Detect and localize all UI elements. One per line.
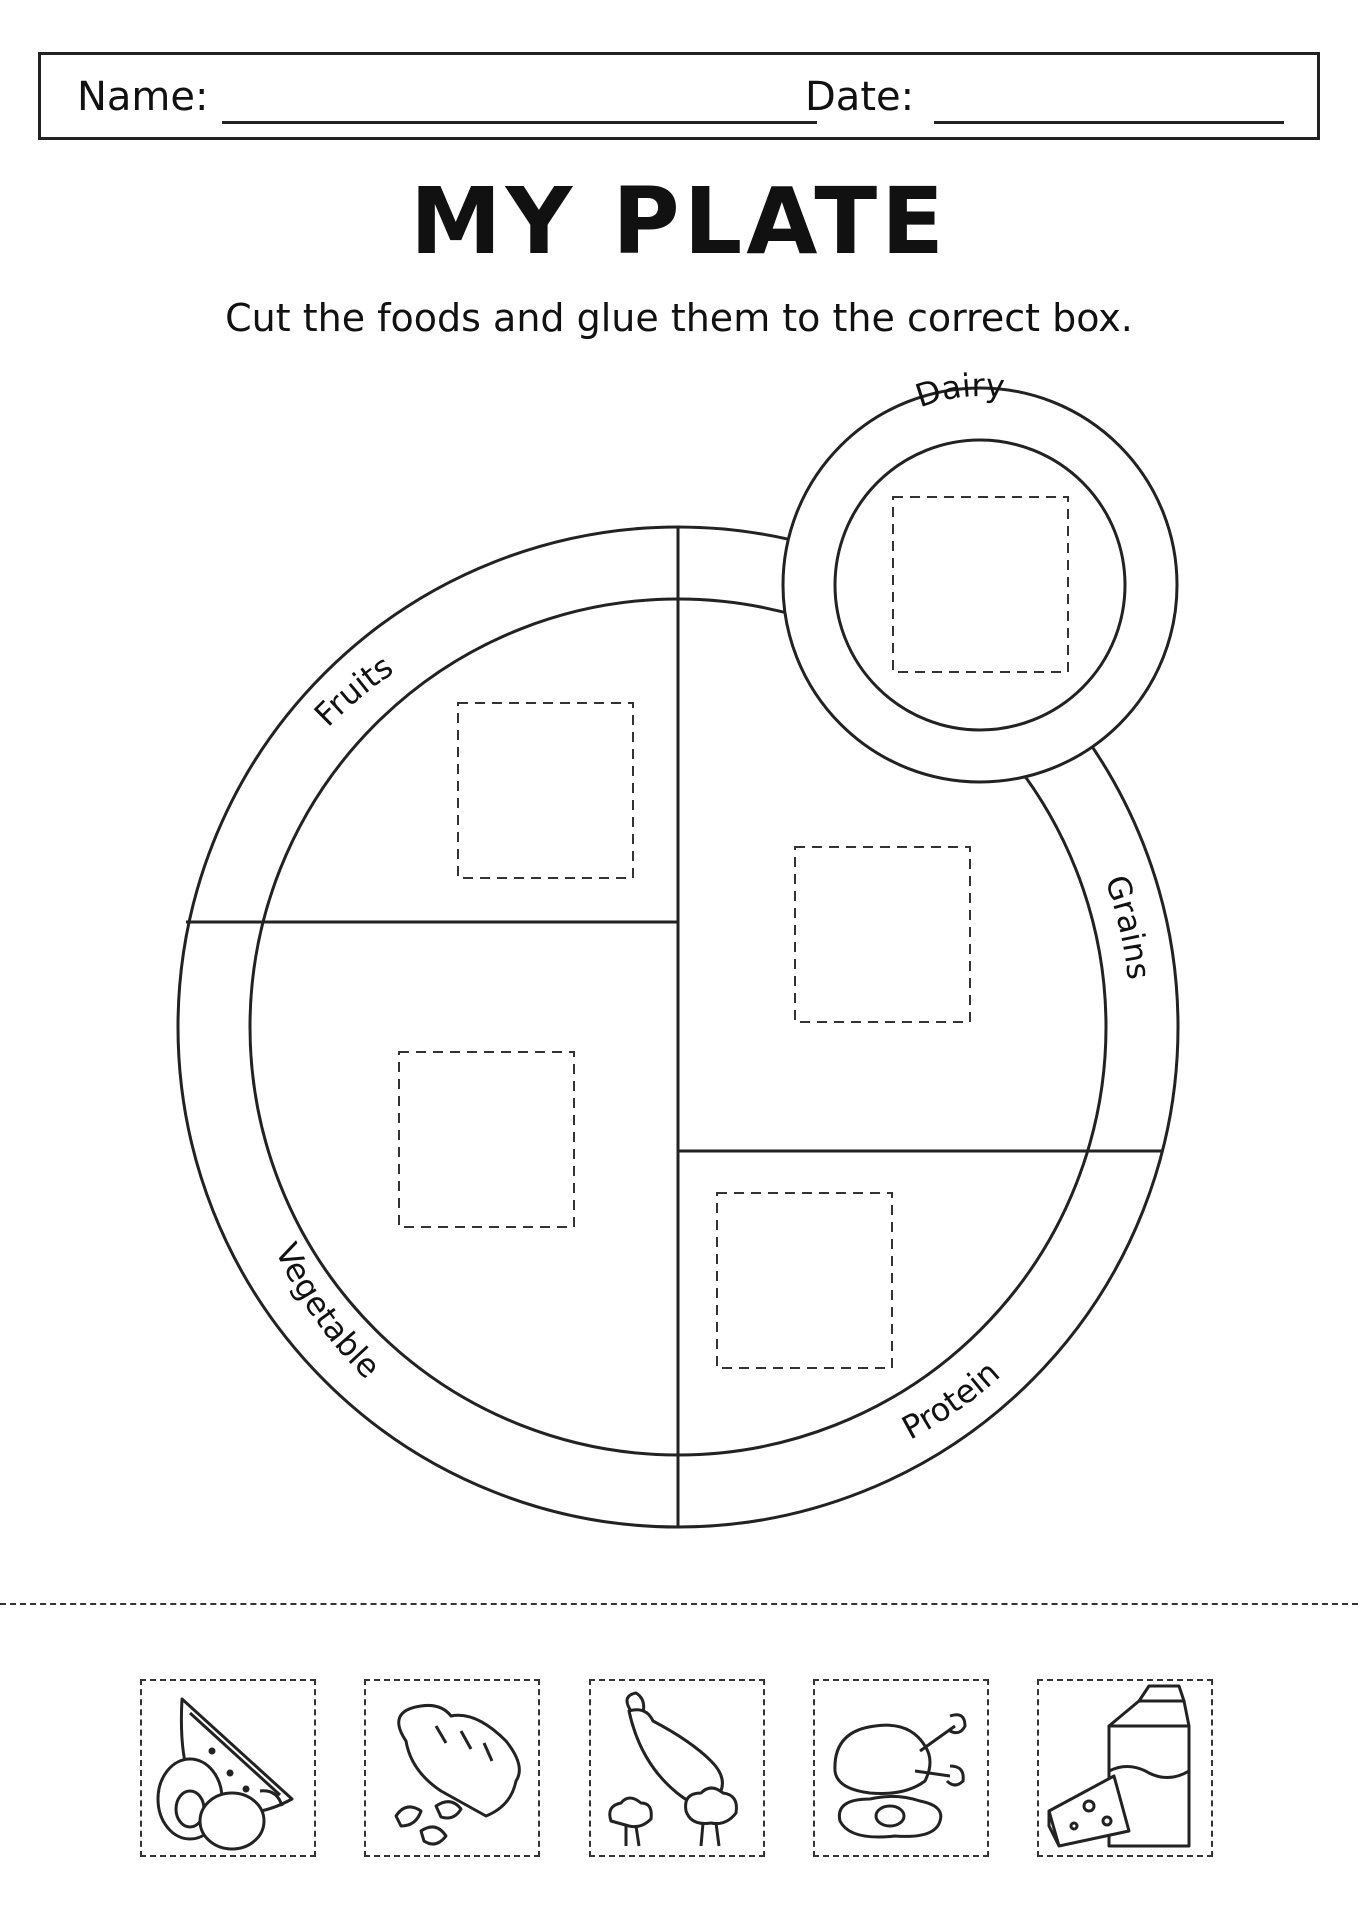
milk-cheese-icon <box>1039 1681 1215 1859</box>
dairy-cup-outer <box>783 388 1177 782</box>
vegetable-label: Vegetable <box>267 1237 388 1386</box>
instructions: Cut the foods and glue them to the correct box. <box>225 296 1133 340</box>
page-title: MY PLATE <box>410 168 948 275</box>
bread-beans-icon <box>366 1681 542 1859</box>
protein-label: Protein <box>895 1353 1007 1448</box>
eggplant-broccoli-icon <box>591 1681 767 1859</box>
cutout-card-fruits[interactable] <box>140 1679 316 1857</box>
name-label: Name: <box>77 74 209 120</box>
chicken-egg-icon <box>815 1681 991 1859</box>
dairy-label: Dairy <box>910 366 1007 416</box>
cutout-card-vegetables[interactable] <box>589 1679 765 1857</box>
date-label: Date: <box>805 74 915 120</box>
grains-label: Grains <box>1097 870 1159 982</box>
cutout-card-protein[interactable] <box>813 1679 989 1857</box>
fruits-icon <box>142 1681 318 1859</box>
cut-line <box>0 1603 1358 1605</box>
fruits-label: Fruits <box>306 647 400 734</box>
cutout-card-bread[interactable] <box>364 1679 540 1857</box>
cutout-card-dairy[interactable] <box>1037 1679 1213 1857</box>
